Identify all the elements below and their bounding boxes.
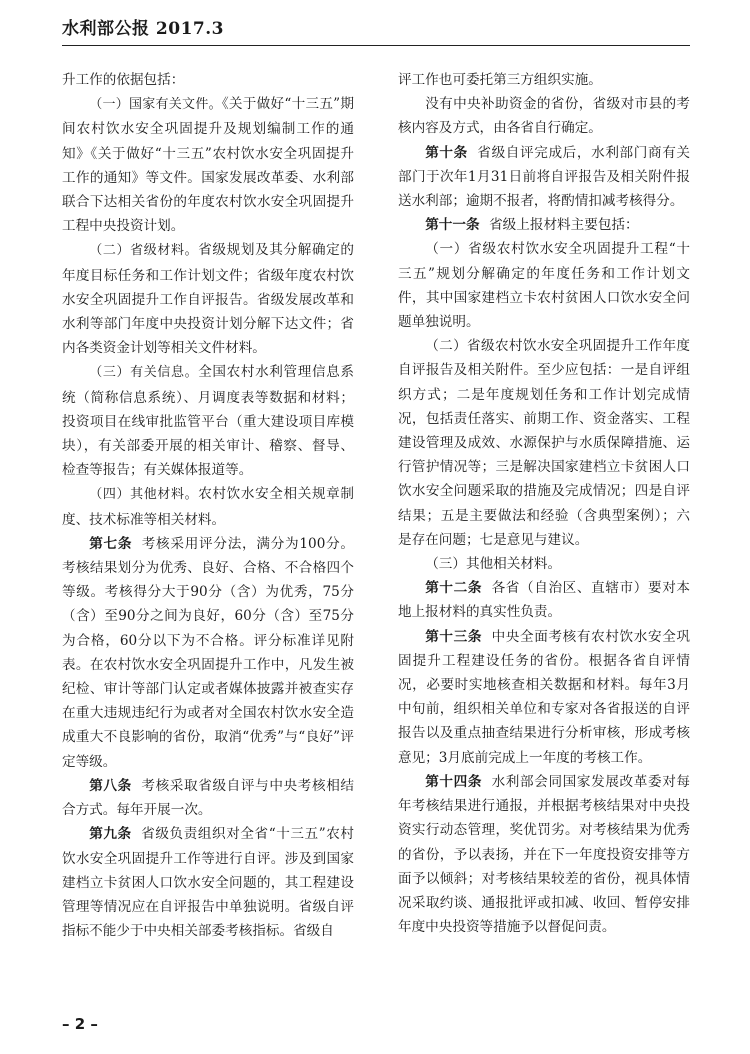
- article-body: 省级上报材料主要包括：: [489, 217, 639, 234]
- paragraph: （一）省级农村饮水安全巩固提升工程“十三五”规划分解确定的年度任务和工作计划文件，其中国家建档立卡农村贫困人口饮水安全问题单独说明。: [398, 241, 690, 331]
- article-8: [62, 774, 354, 822]
- article-7: [62, 532, 354, 774]
- article-body: 省级负责组织对全省“十三五”农村饮水安全巩固提升工作等进行自评。涉及到国家建档立卡贫困人口饮水安全问题的，其工程建设管理等情况应在自评报告中单独说明。省级自评指标不能少于中央相关部委考核指标。省级自: [62, 826, 354, 940]
- article-11: [398, 213, 690, 237]
- article-body: 省级自评完成后，水利部门商有关部门于次年1月31日前将自评报告及相关附件报送水利部；逾期不报者，将酌情扣减考核得分。: [398, 144, 691, 210]
- article-title: 第九条: [89, 826, 132, 843]
- article-title: 第七条: [89, 535, 133, 552]
- article-body: 考核采用评分法，满分为100分。考核结果划分为优秀、良好、合格、不合格四个等级。考核得分大于90分（含）为优秀，75分（含）至90分之间为良好，60分（含）至75分为合格，60分以下为不合格。评分标准详见附表。在农村饮水安全巩固提升工作中，凡发生被纪检、审计等部门认定或者媒体披露并被查实存在重大违规违纪行为或者对全国农村饮水安全造成重大不良影响的省份，取消“优秀”与“良好”评定等级。: [62, 535, 355, 770]
- item-label: （二）省级材料。: [89, 243, 199, 259]
- article-title: 第十四条: [425, 773, 483, 790]
- article-10: [398, 141, 690, 214]
- article-14: [398, 770, 690, 939]
- paragraph: [62, 238, 354, 360]
- article-title: 第八条: [89, 777, 132, 794]
- article-12: [398, 576, 690, 624]
- item-body: 《关于做好“十三五”期间农村饮水安全巩固提升及规划编制工作的通知》《关于做好“十三五”农村饮水安全巩固提升工作的通知》等文件。国家发展改革委、水利部联合下达相关省份的年度农村饮水安全巩固提升工程中央投资计划。: [62, 96, 354, 235]
- article-title: 第十三条: [425, 628, 483, 645]
- paragraph: 评工作也可委托第三方组织实施。: [398, 72, 602, 88]
- header-divider: [62, 45, 690, 46]
- article-body: 中央全面考核有农村饮水安全巩固提升工程建设任务的省份。根据各省自评情况，必要时实地核查相关数据和材料。每年3月中旬前，组织相关单位和专家对各省报送的自评报告以及重点抽查结果进行分析审核，形成考核意见；3月底前完成上一年度的考核工作。: [398, 628, 691, 766]
- page-number: – 2 –: [62, 1015, 98, 1033]
- paragraph: [62, 482, 354, 531]
- right-column: [398, 68, 690, 939]
- article-body: 各省（自治区、直辖市）要对本地上报材料的真实性负责。: [398, 580, 691, 621]
- item-label: （三）有关信息。: [89, 365, 199, 381]
- article-13: [398, 625, 690, 770]
- item-body: 农村饮水安全相关规章制度、技术标准等相关材料。: [62, 486, 354, 528]
- article-title: 第十一条: [425, 217, 480, 234]
- article-9: [62, 822, 354, 943]
- item-label: （一）国家有关文件。: [89, 97, 222, 113]
- paragraph: 升工作的依据包括：: [62, 72, 185, 88]
- item-body: 省级规划及其分解确定的年度目标任务和工作计划文件；省级年度农村饮水安全巩固提升工作自评报告。省级发展改革和水利等部门年度中央投资计划分解下达文件；省内各类资金计划等相关文件材料。: [62, 242, 354, 357]
- paragraph: （三）其他相关材料。: [425, 556, 562, 573]
- article-body: 考核采取省级自评与中央考核相结合方式。每年开展一次。: [62, 777, 355, 819]
- paragraph: [62, 92, 354, 238]
- item-body: 全国农村水利管理信息系统（简称信息系统）、月调度表等数据和材料；投资项目在线审批监管平台（重大建设项目库模块），有关部委开展的相关审计、稽察、督导、检查等报告；有关媒体报道等。: [62, 364, 354, 479]
- left-column: [62, 68, 354, 943]
- article-body: 水利部会同国家发展改革委对每年考核结果进行通报，并根据考核结果对中央投资实行动态管理，奖优罚劣。对考核结果为优秀的省份，予以表扬，并在下一年度投资安排等方面予以倾斜；对考核结果较差的省份，视具体情况采取约谈、通报批评或扣减、收回、暂停安排年度中央投资等措施予以督促问责。: [398, 773, 691, 936]
- item-label: （四）其他材料。: [89, 487, 199, 503]
- paragraph: [62, 360, 354, 482]
- paragraph: （二）省级农村饮水安全巩固提升工作年度自评报告及相关附件。至少应包括：一是自评组织方式；二是年度规划任务和工作计划完成情况，包括责任落实、前期工作、资金落实、工程建设管理及成效、水源保护与水质保障措施、运行管护情况等；三是解决国家建档立卡贫困人口饮水安全问题采取的措施及完成情况；四是自评结果；五是主要做法和经验（含典型案例）；六是存在问题；七是意见与建议。: [398, 338, 690, 548]
- paragraph: 没有中央补助资金的省份，省级对市县的考核内容及方式，由各省自行确定。: [398, 96, 690, 137]
- journal-header: 水利部公报 2017.3: [62, 19, 224, 39]
- article-title: 第十二条: [425, 580, 483, 597]
- article-title: 第十条: [425, 144, 468, 161]
